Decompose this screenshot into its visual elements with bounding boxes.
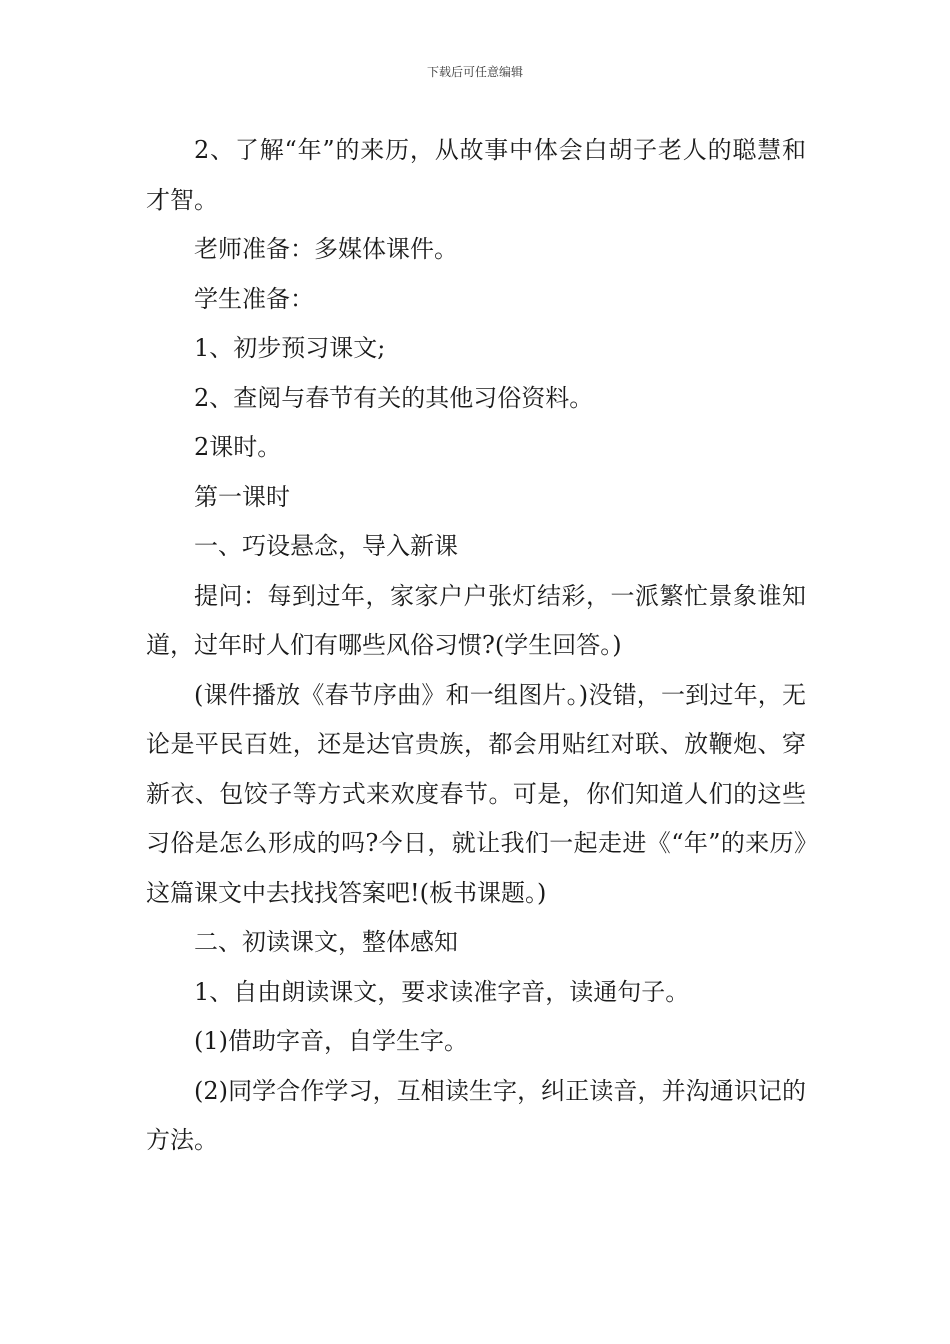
section-heading-first-lesson: 第一课时 [194, 482, 290, 511]
paragraph-student-prep: 学生准备： [194, 284, 314, 313]
paragraph-reading-1: 1、自由朗读课文，要求读准字音，读通句子。 [194, 977, 690, 1006]
document-body [146, 126, 806, 1166]
paragraph-reading-1-sub-2: (2)同学合作学习，互相读生字，纠正读音，并沟通识记的方法。 [146, 1076, 806, 1154]
section-heading-first-reading: 二、初读课文，整体感知 [194, 928, 458, 956]
section-heading-intro: 一、巧设悬念，导入新课 [194, 532, 458, 560]
paragraph-class-hours: 2课时。 [194, 433, 282, 461]
page-header-note: 下载后可任意编辑 [426, 65, 523, 79]
paragraph-teacher-prep: 老师准备：多媒体课件。 [194, 235, 458, 263]
paragraph-student-prep-2: 2、查阅与春节有关的其他习俗资料。 [194, 383, 594, 412]
paragraph-question: 提问：每到过年，家家户户张灯结彩，一派繁忙景象谁知道，过年时人们有哪些风俗习惯?(学生回答。) [146, 581, 806, 659]
paragraph-student-prep-1: 1、初步预习课文; [194, 334, 386, 362]
paragraph-courseware: (课件播放《春节序曲》和一组图片。)没错，一到过年，无论是平民百姓，还是达官贵族，都会用贴红对联、放鞭炮、穿新衣、包饺子等方式来欢度春节。可是，你们知道人们的这些习俗是怎么形成的吗?今日，就让我们一起走进《“年”的来历》这篇课文中去找找答案吧!(板书课题。) [146, 680, 806, 907]
paragraph-goal-2: 2、了解“年”的来历，从故事中体会白胡子老人的聪慧和才智。 [146, 136, 806, 214]
paragraph-reading-1-sub-1: (1)借助字音，自学生字。 [194, 1027, 468, 1055]
